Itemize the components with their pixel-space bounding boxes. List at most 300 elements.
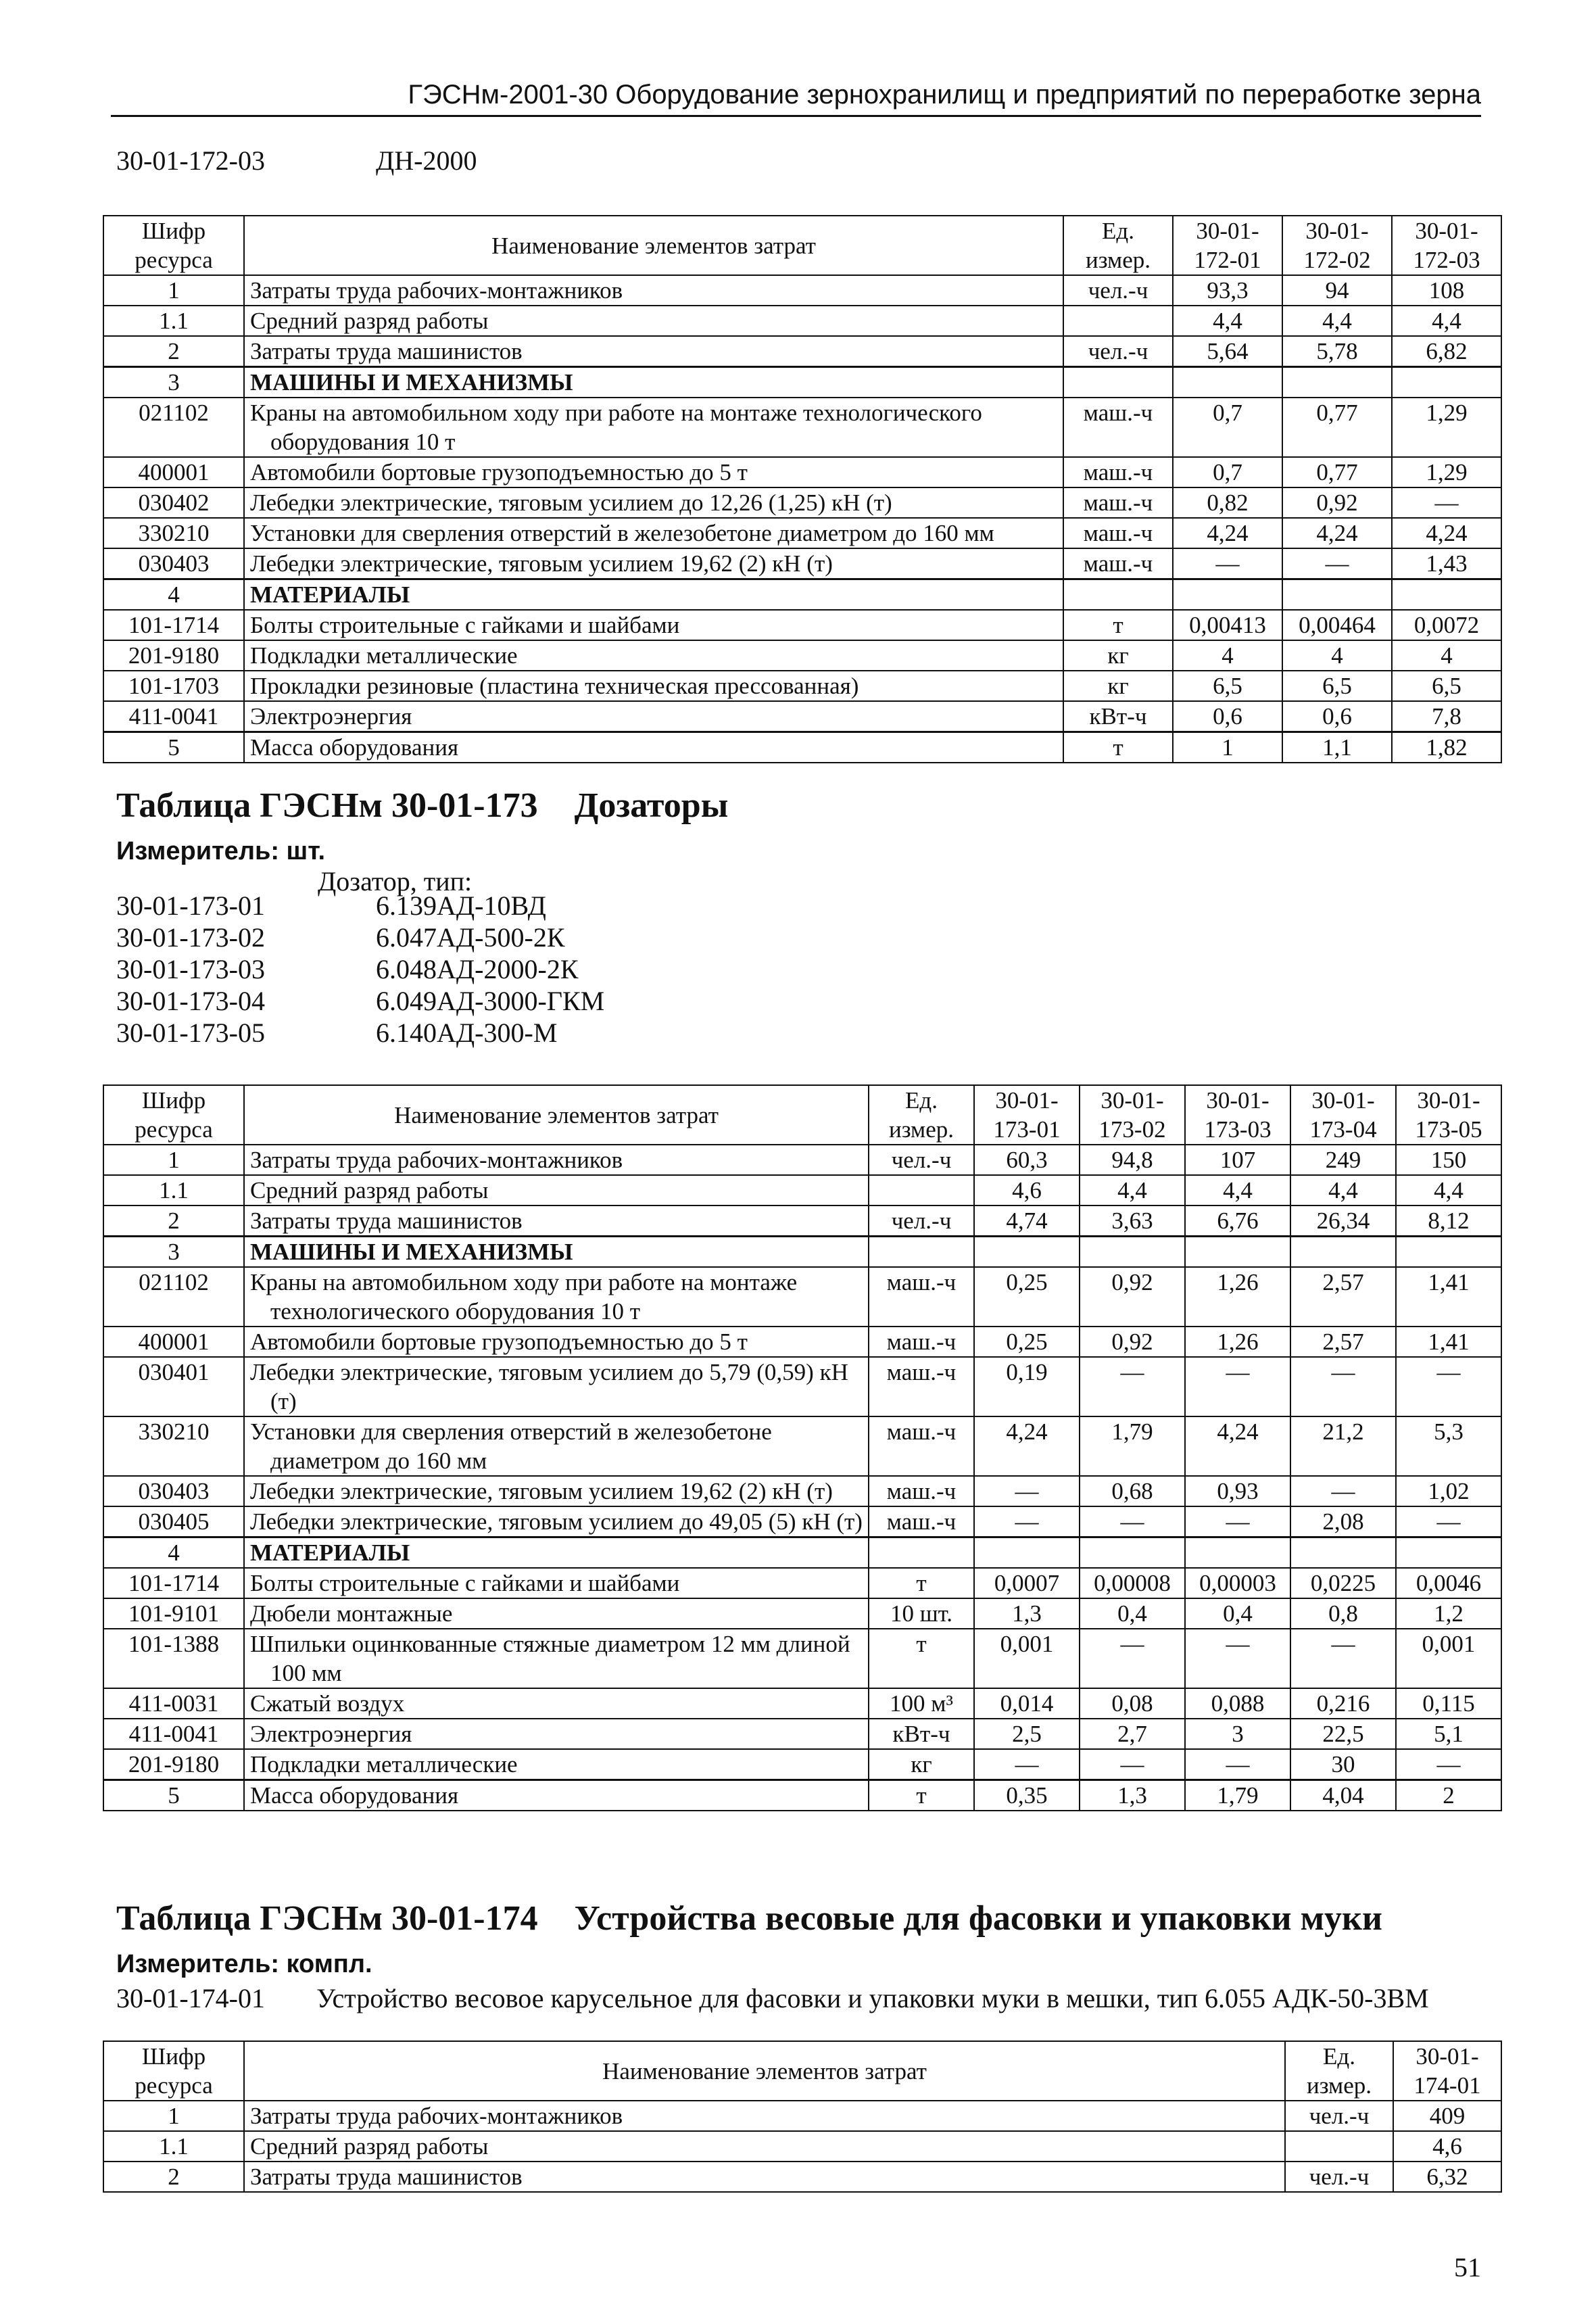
- table-row: [103, 336, 1501, 367]
- unit-cell: [869, 1237, 974, 1268]
- table-header-row: [103, 1085, 1501, 1145]
- value-cell: —: [1396, 1357, 1501, 1416]
- value-cell: 3: [1185, 1719, 1290, 1749]
- value-cell: 4,04: [1290, 1780, 1396, 1811]
- value-cell: 1,3: [974, 1598, 1080, 1629]
- table-row: [103, 1749, 1501, 1780]
- table-row: [103, 1568, 1501, 1598]
- table-172: [103, 215, 1502, 763]
- value-cell: 1,79: [1080, 1416, 1185, 1476]
- value-cell: 4: [1392, 640, 1501, 671]
- value-cell: 3,63: [1080, 1206, 1185, 1237]
- header-norm-code-line2: 174-01: [1413, 2072, 1481, 2099]
- section-row: [103, 1237, 1501, 1268]
- header-unit-line2: измер.: [889, 1116, 954, 1143]
- value-cell: 1,43: [1392, 548, 1501, 579]
- unit-cell: маш.-ч: [869, 1267, 974, 1327]
- cost-element-name: [244, 275, 1063, 306]
- value-cell: 94: [1282, 275, 1392, 306]
- cost-element-name-text: МАТЕРИАЛЫ: [250, 1540, 410, 1566]
- table-row: [103, 701, 1501, 732]
- value-cell: 0,0225: [1290, 1568, 1396, 1598]
- resource-code: 411-0031: [103, 1688, 244, 1719]
- table-174-item-code: 30-01-174-01: [116, 1983, 265, 2013]
- cost-element-name-text: Масса оборудования: [250, 1782, 459, 1809]
- unit-cell: чел.-ч: [1285, 2101, 1393, 2131]
- value-cell: 1,79: [1185, 1780, 1290, 1811]
- cost-element-name: [244, 1327, 869, 1357]
- header-norm-code: [1080, 1085, 1185, 1145]
- value-cell: 4,4: [1290, 1175, 1396, 1206]
- header-norm-code-line2: 173-05: [1415, 1116, 1482, 1143]
- value-cell: 5,64: [1173, 336, 1282, 367]
- unit-cell: кг: [1063, 671, 1173, 701]
- cost-element-name: [244, 336, 1063, 367]
- header-unit: [869, 1085, 974, 1145]
- value-cell: 1,1: [1282, 732, 1392, 763]
- cost-element-name: [244, 1749, 869, 1780]
- value-cell: —: [974, 1506, 1080, 1537]
- value-cell: —: [1080, 1749, 1185, 1780]
- header-resource-line1: Шифр: [141, 218, 206, 244]
- cost-element-name-text: МАТЕРИАЛЫ: [250, 581, 410, 608]
- value-cell: 0,4: [1080, 1598, 1185, 1629]
- value-cell: 0,088: [1185, 1688, 1290, 1719]
- value-cell: 1,41: [1396, 1267, 1501, 1327]
- value-cell: —: [974, 1749, 1080, 1780]
- header-norm-code-line1: 30-01-: [1416, 2043, 1479, 2070]
- value-cell: 4,4: [1173, 306, 1282, 336]
- header-resource-code: [103, 2041, 244, 2101]
- cost-element-name-text: Средний разряд работы: [250, 2133, 489, 2159]
- value-cell: [974, 1537, 1080, 1569]
- value-cell: —: [1396, 1749, 1501, 1780]
- cost-element-name-text: Подкладки металлические: [250, 642, 518, 669]
- value-cell: 26,34: [1290, 1206, 1396, 1237]
- dispenser-type: 6.140АД-300-М: [376, 1018, 558, 1048]
- table-row: [103, 1476, 1501, 1506]
- resource-code: 101-1714: [103, 610, 244, 640]
- table-174-meter: Измеритель: компл.: [116, 1950, 372, 1978]
- table-row: [103, 398, 1501, 457]
- value-cell: 409: [1393, 2101, 1501, 2131]
- value-cell: —: [1282, 548, 1392, 579]
- cost-element-name-text: Затраты труда рабочих-монтажников: [250, 2103, 623, 2129]
- cost-element-name: [244, 579, 1063, 611]
- unit-cell: чел.-ч: [1285, 2162, 1393, 2192]
- header-cost-element-name: Наименование элементов затрат: [244, 2041, 1285, 2101]
- value-cell: 4,24: [1282, 518, 1392, 548]
- resource-code: 101-9101: [103, 1598, 244, 1629]
- table-row: [103, 487, 1501, 518]
- dispenser-code: 30-01-173-02: [116, 922, 265, 953]
- value-cell: 1,82: [1392, 732, 1501, 763]
- resource-code: 5: [103, 732, 244, 763]
- cost-element-name-text: Средний разряд работы: [250, 1177, 489, 1203]
- table-row: [103, 1416, 1501, 1476]
- cost-element-name: [244, 2131, 1285, 2162]
- value-cell: 0,4: [1185, 1598, 1290, 1629]
- value-cell: —: [1185, 1749, 1290, 1780]
- value-cell: 4,6: [1393, 2131, 1501, 2162]
- header-cost-element-name: Наименование элементов затрат: [244, 1085, 869, 1145]
- table-row: [103, 2162, 1501, 2192]
- value-cell: 2: [1396, 1780, 1501, 1811]
- cost-element-name-text: МАШИНЫ И МЕХАНИЗМЫ: [250, 1239, 573, 1265]
- cost-element-name-text: Краны на автомобильном ходу при работе на монтаже технологического оборудования 10 т: [250, 400, 982, 455]
- cost-element-name: [244, 306, 1063, 336]
- table-row: [103, 306, 1501, 336]
- unit-cell: [1285, 2131, 1393, 2162]
- value-cell: 2,5: [974, 1719, 1080, 1749]
- table-173-meter: Измеритель: шт.: [116, 837, 326, 865]
- resource-code: 411-0041: [103, 701, 244, 732]
- value-cell: 0,014: [974, 1688, 1080, 1719]
- resource-code: 021102: [103, 398, 244, 457]
- table-174: [103, 2040, 1502, 2193]
- table-row: [103, 671, 1501, 701]
- resource-code: 4: [103, 1537, 244, 1569]
- header-norm-code-line2: 172-02: [1303, 247, 1371, 273]
- unit-cell: [869, 1537, 974, 1569]
- header-code: 30-01-172-03: [116, 145, 265, 176]
- table-174-title-code: Таблица ГЭСНм 30-01-174: [116, 1899, 538, 1938]
- header-norm-code-line2: 173-03: [1204, 1116, 1272, 1143]
- value-cell: 0,8: [1290, 1598, 1396, 1629]
- value-cell: 8,12: [1396, 1206, 1501, 1237]
- unit-cell: маш.-ч: [1063, 548, 1173, 579]
- table-row: [103, 640, 1501, 671]
- value-cell: —: [1185, 1506, 1290, 1537]
- value-cell: 0,7: [1173, 398, 1282, 457]
- value-cell: [1173, 579, 1282, 611]
- table-row: [103, 1598, 1501, 1629]
- cost-element-name: [244, 1175, 869, 1206]
- header-norm-code: [1393, 2041, 1501, 2101]
- section-row: [103, 579, 1501, 611]
- value-cell: [974, 1237, 1080, 1268]
- value-cell: —: [1185, 1357, 1290, 1416]
- header-norm-code: [1396, 1085, 1501, 1145]
- cost-element-name-text: Болты строительные с гайками и шайбами: [250, 612, 680, 638]
- dispenser-type: 6.047АД-500-2К: [376, 922, 565, 953]
- value-cell: 4,24: [974, 1416, 1080, 1476]
- table-row: [103, 1780, 1501, 1811]
- unit-cell: маш.-ч: [869, 1506, 974, 1537]
- value-cell: [1282, 367, 1392, 398]
- resource-code: 1.1: [103, 306, 244, 336]
- cost-element-name: [244, 640, 1063, 671]
- value-cell: 1,2: [1396, 1598, 1501, 1629]
- cost-element-name-text: Затраты труда машинистов: [250, 2164, 523, 2190]
- resource-code: 1: [103, 275, 244, 306]
- value-cell: —: [1290, 1629, 1396, 1688]
- value-cell: 6,5: [1282, 671, 1392, 701]
- value-cell: 0,19: [974, 1357, 1080, 1416]
- table-173: [103, 1084, 1502, 1811]
- table-row: [103, 1267, 1501, 1327]
- value-cell: [1080, 1537, 1185, 1569]
- header-unit: [1063, 216, 1173, 275]
- value-cell: 0,93: [1185, 1476, 1290, 1506]
- resource-code: 030401: [103, 1357, 244, 1416]
- cost-element-name: [244, 1506, 869, 1537]
- resource-code: 3: [103, 1237, 244, 1268]
- table-row: [103, 2101, 1501, 2131]
- cost-element-name-text: Масса оборудования: [250, 734, 459, 761]
- table-row: [103, 1357, 1501, 1416]
- cost-element-name: [244, 1568, 869, 1598]
- table-174-item-name: Устройство весовое карусельное для фасовки и упаковки муки в мешки, тип 6.055 АДК-50-3ВМ: [316, 1983, 1429, 2013]
- table-row: [103, 1206, 1501, 1237]
- table-173-title-code: Таблица ГЭСНм 30-01-173: [116, 786, 538, 825]
- cost-element-name-text: Автомобили бортовые грузоподъемностью до 5 т: [250, 1329, 748, 1355]
- header-norm-code: [1290, 1085, 1396, 1145]
- cost-element-name: [244, 457, 1063, 487]
- value-cell: 0,115: [1396, 1688, 1501, 1719]
- header-code-name: ДН-2000: [376, 145, 477, 176]
- value-cell: 0,6: [1173, 701, 1282, 732]
- header-norm-code-line2: 172-01: [1194, 247, 1261, 273]
- cost-element-name-text: Лебедки электрические, тяговым усилием до 12,26 (1,25) кН (т): [250, 490, 892, 516]
- value-cell: [1396, 1537, 1501, 1569]
- unit-cell: чел.-ч: [869, 1206, 974, 1237]
- unit-cell: кг: [869, 1749, 974, 1780]
- header-unit-line1: Ед.: [1102, 218, 1134, 244]
- value-cell: —: [1080, 1629, 1185, 1688]
- value-cell: 6,76: [1185, 1206, 1290, 1237]
- value-cell: 0,0007: [974, 1568, 1080, 1598]
- unit-cell: маш.-ч: [1063, 518, 1173, 548]
- value-cell: [1392, 367, 1501, 398]
- unit-cell: кВт-ч: [1063, 701, 1173, 732]
- value-cell: 2,57: [1290, 1327, 1396, 1357]
- value-cell: 0,00413: [1173, 610, 1282, 640]
- header-norm-code-line1: 30-01-: [1206, 1087, 1269, 1114]
- value-cell: 4,24: [1173, 518, 1282, 548]
- value-cell: —: [974, 1476, 1080, 1506]
- cost-element-name: [244, 732, 1063, 763]
- value-cell: 93,3: [1173, 275, 1282, 306]
- cost-element-name: [244, 2101, 1285, 2131]
- cost-element-name-text: Прокладки резиновые (пластина техническая прессованная): [250, 673, 859, 699]
- value-cell: 22,5: [1290, 1719, 1396, 1749]
- cost-element-name-text: МАШИНЫ И МЕХАНИЗМЫ: [250, 369, 573, 396]
- value-cell: 0,216: [1290, 1688, 1396, 1719]
- cost-element-name: [244, 518, 1063, 548]
- value-cell: 4,74: [974, 1206, 1080, 1237]
- cost-element-name: [244, 367, 1063, 398]
- value-cell: 4,4: [1080, 1175, 1185, 1206]
- unit-cell: кВт-ч: [869, 1719, 974, 1749]
- value-cell: —: [1396, 1506, 1501, 1537]
- value-cell: —: [1173, 548, 1282, 579]
- resource-code: 1.1: [103, 2131, 244, 2162]
- cost-element-name-text: Лебедки электрические, тяговым усилием до 49,05 (5) кН (т): [250, 1508, 863, 1535]
- table-row: [103, 275, 1501, 306]
- unit-cell: т: [869, 1780, 974, 1811]
- table-row: [103, 732, 1501, 763]
- table-173-intro: Дозатор, тип:: [318, 866, 473, 897]
- value-cell: 0,7: [1173, 457, 1282, 487]
- cost-element-name: [244, 1537, 869, 1569]
- unit-cell: маш.-ч: [1063, 398, 1173, 457]
- unit-cell: маш.-ч: [1063, 487, 1173, 518]
- value-cell: 4,4: [1392, 306, 1501, 336]
- resource-code: 2: [103, 336, 244, 367]
- dispenser-code: 30-01-173-03: [116, 954, 265, 984]
- cost-element-name-text: Лебедки электрические, тяговым усилием до 5,79 (0,59) кН (т): [250, 1359, 848, 1414]
- cost-element-name-text: Болты строительные с гайками и шайбами: [250, 1570, 680, 1596]
- header-resource-code: [103, 216, 244, 275]
- value-cell: 108: [1392, 275, 1501, 306]
- value-cell: 2,57: [1290, 1267, 1396, 1327]
- value-cell: 0,001: [974, 1629, 1080, 1688]
- resource-code: 1: [103, 1145, 244, 1175]
- header-norm-code-line2: 173-04: [1309, 1116, 1377, 1143]
- value-cell: 0,77: [1282, 398, 1392, 457]
- value-cell: 6,82: [1392, 336, 1501, 367]
- unit-cell: [1063, 367, 1173, 398]
- value-cell: 0,0072: [1392, 610, 1501, 640]
- value-cell: —: [1290, 1476, 1396, 1506]
- cost-element-name-text: Затраты труда машинистов: [250, 338, 523, 364]
- header-resource-line1: Шифр: [141, 1087, 206, 1114]
- value-cell: —: [1185, 1629, 1290, 1688]
- cost-element-name-text: Сжатый воздух: [250, 1690, 405, 1717]
- value-cell: 0,00008: [1080, 1568, 1185, 1598]
- value-cell: 4,4: [1396, 1175, 1501, 1206]
- value-cell: 0,92: [1282, 487, 1392, 518]
- table-row: [103, 1688, 1501, 1719]
- header-unit-line1: Ед.: [1323, 2043, 1355, 2070]
- value-cell: [1185, 1537, 1290, 1569]
- resource-code: 101-1714: [103, 1568, 244, 1598]
- resource-code: 030405: [103, 1506, 244, 1537]
- value-cell: 94,8: [1080, 1145, 1185, 1175]
- table-row: [103, 1175, 1501, 1206]
- value-cell: [1396, 1237, 1501, 1268]
- value-cell: 7,8: [1392, 701, 1501, 732]
- resource-code: 030403: [103, 548, 244, 579]
- value-cell: 6,32: [1393, 2162, 1501, 2192]
- value-cell: 6,5: [1173, 671, 1282, 701]
- cost-element-name-text: Дюбели монтажные: [250, 1600, 453, 1627]
- cost-element-name: [244, 1206, 869, 1237]
- cost-element-name: [244, 701, 1063, 732]
- value-cell: 249: [1290, 1145, 1396, 1175]
- cost-element-name-text: Лебедки электрические, тяговым усилием 19,62 (2) кН (т): [250, 550, 833, 577]
- header-norm-code-line2: 172-03: [1413, 247, 1480, 273]
- unit-cell: чел.-ч: [869, 1145, 974, 1175]
- value-cell: 0,0046: [1396, 1568, 1501, 1598]
- cost-element-name-text: Шпильки оцинкованные стяжные диаметром 12 мм длиной 100 мм: [250, 1631, 850, 1686]
- cost-element-name-text: Затраты труда рабочих-монтажников: [250, 1147, 623, 1173]
- cost-element-name: [244, 2162, 1285, 2192]
- resource-code: 411-0041: [103, 1719, 244, 1749]
- value-cell: 0,77: [1282, 457, 1392, 487]
- value-cell: 1,3: [1080, 1780, 1185, 1811]
- header-unit-line2: измер.: [1307, 2072, 1372, 2099]
- resource-code: 3: [103, 367, 244, 398]
- resource-code: 030403: [103, 1476, 244, 1506]
- table-row: [103, 1629, 1501, 1688]
- cost-element-name-text: Автомобили бортовые грузоподъемностью до 5 т: [250, 459, 748, 485]
- cost-element-name: [244, 1145, 869, 1175]
- value-cell: 60,3: [974, 1145, 1080, 1175]
- cost-element-name: [244, 1416, 869, 1476]
- header-resource-line1: Шифр: [141, 2043, 206, 2070]
- value-cell: 4: [1173, 640, 1282, 671]
- dispenser-type: 6.049АД-3000-ГКМ: [376, 986, 605, 1016]
- resource-code: 101-1703: [103, 671, 244, 701]
- header-norm-code-line2: 173-01: [993, 1116, 1061, 1143]
- value-cell: 0,68: [1080, 1476, 1185, 1506]
- unit-cell: т: [869, 1568, 974, 1598]
- cost-element-name: [244, 1237, 869, 1268]
- header-norm-code-line1: 30-01-: [1101, 1087, 1164, 1114]
- header-unit-line2: измер.: [1086, 247, 1151, 273]
- unit-cell: [869, 1175, 974, 1206]
- header-norm-code-line1: 30-01-: [1196, 218, 1259, 244]
- value-cell: 1,41: [1396, 1327, 1501, 1357]
- header-norm-code-line1: 30-01-: [1415, 218, 1478, 244]
- cost-element-name: [244, 1629, 869, 1688]
- unit-cell: т: [869, 1629, 974, 1688]
- unit-cell: маш.-ч: [869, 1476, 974, 1506]
- value-cell: 0,25: [974, 1327, 1080, 1357]
- value-cell: 107: [1185, 1145, 1290, 1175]
- value-cell: 0,82: [1173, 487, 1282, 518]
- table-173-title: [116, 786, 728, 826]
- cost-element-name: [244, 1688, 869, 1719]
- dispenser-code: 30-01-173-04: [116, 986, 265, 1016]
- value-cell: 0,6: [1282, 701, 1392, 732]
- cost-element-name: [244, 671, 1063, 701]
- value-cell: 2,7: [1080, 1719, 1185, 1749]
- cost-element-name: [244, 1476, 869, 1506]
- section-row: [103, 367, 1501, 398]
- header-norm-code: [1282, 216, 1392, 275]
- cost-element-name-text: Установки для сверления отверстий в железобетоне диаметром до 160 мм: [250, 520, 994, 546]
- header-unit-line1: Ед.: [905, 1087, 938, 1114]
- unit-cell: 10 шт.: [869, 1598, 974, 1629]
- resource-code: 400001: [103, 1327, 244, 1357]
- resource-code: 330210: [103, 1416, 244, 1476]
- value-cell: 5,3: [1396, 1416, 1501, 1476]
- cost-element-name-text: Лебедки электрические, тяговым усилием 19,62 (2) кН (т): [250, 1478, 833, 1504]
- cost-element-name: [244, 398, 1063, 457]
- value-cell: 4,24: [1392, 518, 1501, 548]
- cost-element-name: [244, 487, 1063, 518]
- resource-code: 021102: [103, 1267, 244, 1327]
- table-row: [103, 518, 1501, 548]
- dispenser-code: 30-01-173-01: [116, 890, 265, 921]
- header-resource-line2: ресурса: [135, 2072, 213, 2099]
- value-cell: 4,4: [1185, 1175, 1290, 1206]
- resource-code: 2: [103, 2162, 244, 2192]
- header-resource-line2: ресурса: [135, 1116, 213, 1143]
- cost-element-name-text: Электроэнергия: [250, 703, 412, 730]
- value-cell: [1392, 579, 1501, 611]
- dispenser-type: 6.139АД-10ВД: [376, 890, 546, 921]
- value-cell: 4,6: [974, 1175, 1080, 1206]
- value-cell: 30: [1290, 1749, 1396, 1780]
- value-cell: 1,29: [1392, 398, 1501, 457]
- cost-element-name-text: Краны на автомобильном ходу при работе на монтаже технологического оборудования 10 т: [250, 1269, 798, 1324]
- unit-cell: т: [1063, 610, 1173, 640]
- header-norm-code: [1185, 1085, 1290, 1145]
